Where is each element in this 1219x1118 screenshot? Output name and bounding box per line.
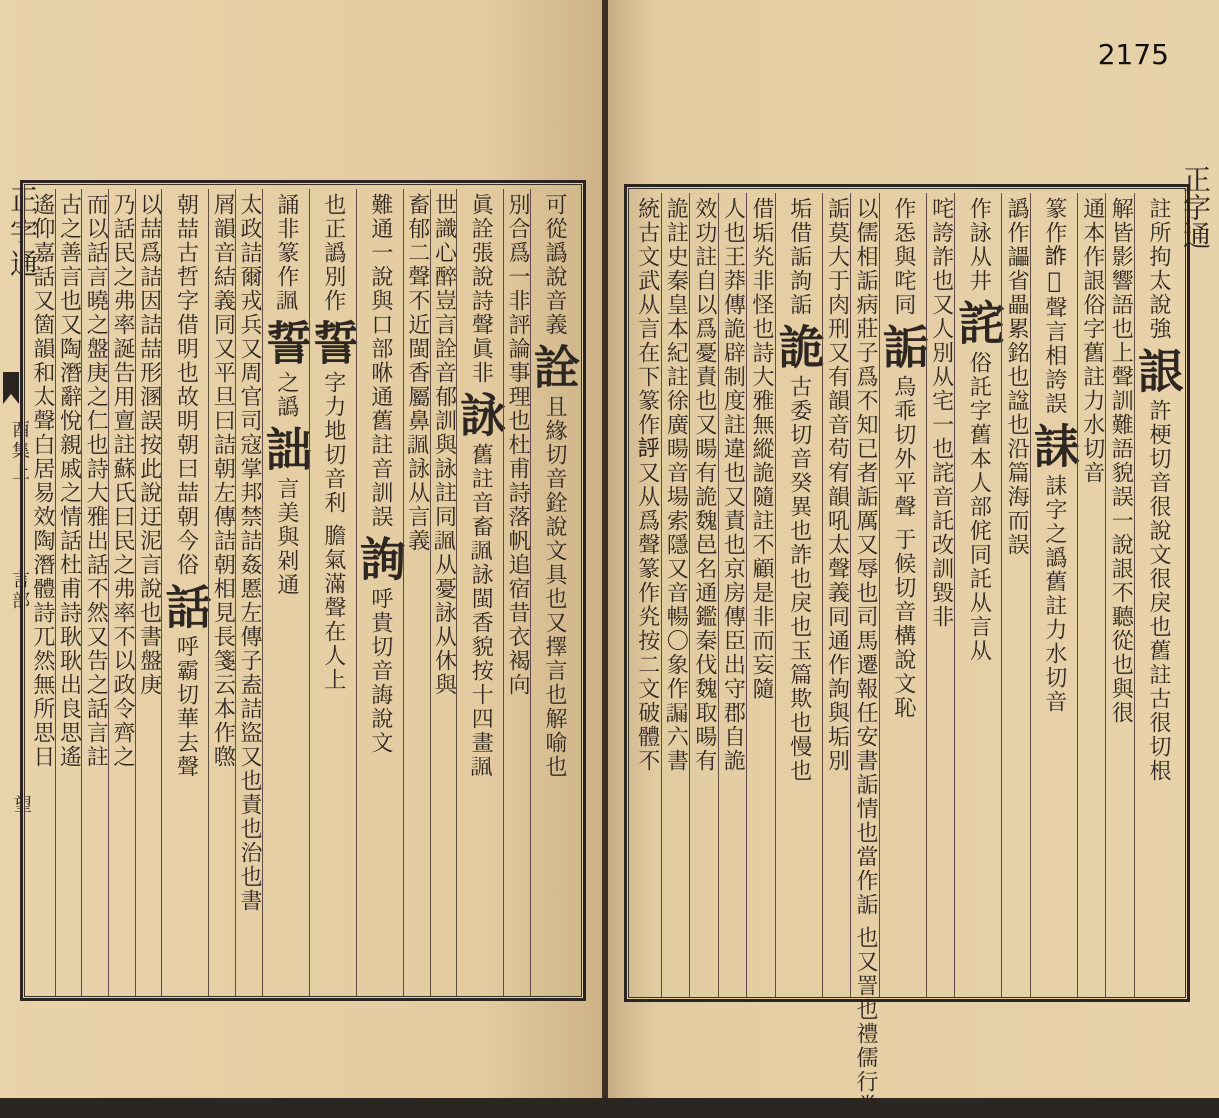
left-column	[235, 189, 262, 996]
column-text: 詭註史秦皇本紀註徐廣暘音場索隱又音暢〇象作𧫞六書	[663, 197, 689, 773]
column-text: 詬莫大于肉刑又有韻音苟宥韻吼太聲義同通作訽與垢別	[824, 197, 850, 773]
left-column	[503, 189, 530, 996]
column-text: 朝喆古哲字借明也故明朝曰喆朝今俗	[173, 193, 199, 577]
right-column	[718, 193, 747, 997]
headword: 詠	[453, 391, 508, 437]
book-title-right: 正字通	[1179, 165, 1212, 249]
column-text: 累銘也諡也沿篇海而誤	[1004, 317, 1030, 557]
left-column	[430, 189, 457, 996]
left-column	[352, 189, 407, 996]
right-column	[689, 193, 718, 997]
column-text: 音郁訓與詠註同𧩠从憂詠从休與	[431, 361, 457, 697]
headword: 誄	[1026, 422, 1081, 468]
right-column	[1105, 193, 1134, 997]
headword: 詪	[1131, 347, 1185, 393]
right-page	[608, 0, 1219, 1118]
right-column	[1001, 193, 1030, 997]
left-column	[403, 189, 430, 996]
headword: 誓	[258, 319, 313, 365]
right-column	[951, 193, 1006, 997]
headword: 話	[158, 583, 213, 629]
right-column	[771, 193, 826, 997]
headword: 誓	[305, 319, 360, 365]
column-text: 遙仰嘉話又箇韻和太聲白居易效陶潛體詩兀然無所思日	[29, 193, 55, 769]
right-column	[633, 193, 661, 997]
column-text: 可從譌說音義	[542, 193, 567, 337]
left-column	[305, 189, 360, 996]
column-text: 以儒相詬病莊子爲不知已者詬厲又辱也司馬遷報任安書	[853, 197, 879, 773]
column-text: 篆作𧧻𧨖聲言相誇誤	[1041, 197, 1067, 416]
left-column	[81, 189, 108, 996]
right-column	[875, 193, 930, 997]
right-column	[822, 193, 851, 997]
column-text: 乃話民之弗率誕告用亶註蘇氏曰民之弗率不以政令齊之	[109, 193, 135, 769]
column-text: 舊註音畜𧩠詠閩香貌按十四畫𧩠	[468, 443, 494, 779]
column-text: 也正譌別作	[320, 193, 346, 313]
left-column	[208, 189, 235, 996]
column-text: 上聲訓難語貌誤一說詪不聽從也與很	[1108, 341, 1134, 725]
left-column	[258, 189, 313, 996]
column-text: 誄字之譌舊註力水切音	[1041, 474, 1067, 714]
right-column	[1026, 193, 1081, 997]
left-column	[135, 189, 162, 996]
left-column	[453, 189, 508, 996]
column-text: 言說也書盤庚	[136, 553, 162, 697]
right-column	[1131, 193, 1185, 997]
column-text: 通本作詪俗字	[1079, 197, 1105, 341]
column-text: 許梗切音很說文很戾也舊註古很切根	[1146, 399, 1171, 783]
column-text: 作㤅與咤同	[890, 197, 916, 317]
left-column	[29, 189, 55, 996]
right-page-margin	[1181, 155, 1219, 1000]
column-text: 且緣切音銓說文具也又擇言也解喻也	[542, 395, 567, 779]
volume-label: 酉集上	[9, 420, 30, 483]
column-text: 作詠从井	[966, 197, 992, 293]
column-text: 而以話言曉之盤庚之仁也詩大雅出話不然又告之話言註	[83, 193, 109, 769]
column-text: 人別从宅一也詫音託改訓毀非	[928, 317, 954, 629]
right-text-columns	[633, 193, 1185, 1118]
right-column	[1077, 193, 1106, 997]
headword: 詘	[258, 425, 313, 471]
right-column	[926, 193, 955, 997]
column-text: 譌作讄省畾	[1004, 197, 1030, 317]
column-text: 太政詰爾戎兵又周官司寇掌邦禁詰姦慝左傳子盍詰盜又	[237, 193, 263, 769]
left-column	[527, 189, 581, 996]
column-text: 誦非篆作𧩠	[273, 193, 299, 313]
column-text: 註所拘太說強	[1146, 197, 1171, 341]
headword: 詫	[951, 299, 1006, 345]
column-text: 人也王莽傳詭辟制度註違也又責也京房傳臣出守郡自詭	[720, 197, 746, 773]
column-text: 難通一說與口部咻通舊註音訓誤	[367, 193, 393, 529]
column-text: 古之善言也又陶潛辭悅親戚之情話杜甫詩耿耿出良思遙	[56, 193, 82, 769]
right-column	[850, 193, 879, 1118]
column-text: 言美與剁通	[273, 477, 299, 597]
column-text: 呼霸切華去聲	[173, 635, 199, 779]
left-column	[55, 189, 82, 996]
right-column	[661, 193, 690, 997]
left-column	[158, 189, 213, 996]
column-text: 古委切音癸異也詐也戾也玉篇欺也慢也	[786, 375, 812, 783]
column-text: 字力地切音利 膽氣滿聲在人上	[320, 371, 346, 692]
column-text: 統古文武从言在下篆作𧦝又从爲聲篆作㶢按二文破體不	[634, 197, 660, 773]
fishtail-mark-icon	[2, 370, 20, 406]
right-column	[746, 193, 775, 997]
column-text: 屑韻音結義同又平旦曰詰朝左傳詰朝相見長箋云本作㬠	[210, 193, 236, 769]
page-number: 2175	[1097, 38, 1169, 71]
column-text: 垢借詬訽詬	[786, 197, 812, 317]
headword: 詬	[875, 323, 930, 369]
right-text-frame	[624, 184, 1190, 1118]
column-text: 別合爲一非	[505, 193, 531, 313]
column-text: 俗託字舊本人部侂同託从言从	[966, 351, 992, 663]
leaf-number: 望	[11, 795, 32, 813]
column-text: 詬情也當作詬 也又詈也禮儒行常	[853, 773, 879, 1118]
column-text: 舊註力水切音	[1079, 341, 1105, 485]
book-title-left: 正字通	[6, 185, 39, 281]
headword: 詭	[771, 323, 826, 369]
column-text: 咤誇詐也又	[928, 197, 954, 317]
column-text: 烏乖切外平聲 于候切音構說文恥	[890, 375, 916, 720]
column-text: 以喆爲詰因詰喆形溷誤按此說迂泥	[136, 193, 162, 553]
column-text: 眞詮張說詩聲眞非	[468, 193, 494, 385]
radical-section-label: 言部	[9, 570, 30, 612]
column-text: 世識心醉豈言詮	[431, 193, 457, 361]
column-text: 解皆影響語也	[1108, 197, 1134, 341]
column-text: 效功註自以爲憂責也又暘有詭魏邑名通鑑秦伐魏取暘有	[691, 197, 717, 773]
left-page	[0, 0, 602, 1098]
headword: 詢	[352, 535, 407, 581]
column-text: 畜郁二聲不近閩香屬鼻𧩠詠从言義	[404, 193, 430, 553]
left-text-columns	[29, 189, 581, 992]
column-text: 借垢㶢非	[748, 197, 774, 293]
column-text: 評論事理也杜甫詩落帆追宿昔衣褐向	[505, 313, 531, 697]
column-text: 呼貴切音誨說文	[367, 587, 393, 755]
headword: 詮	[527, 343, 581, 389]
column-text: 也責也治也書	[237, 769, 263, 913]
left-column	[108, 189, 135, 996]
column-text: 怪也詩大雅無縱詭隨註不顧是非而妄隨	[748, 293, 774, 701]
column-text: 之譌	[273, 371, 299, 419]
left-text-frame	[20, 180, 586, 1001]
